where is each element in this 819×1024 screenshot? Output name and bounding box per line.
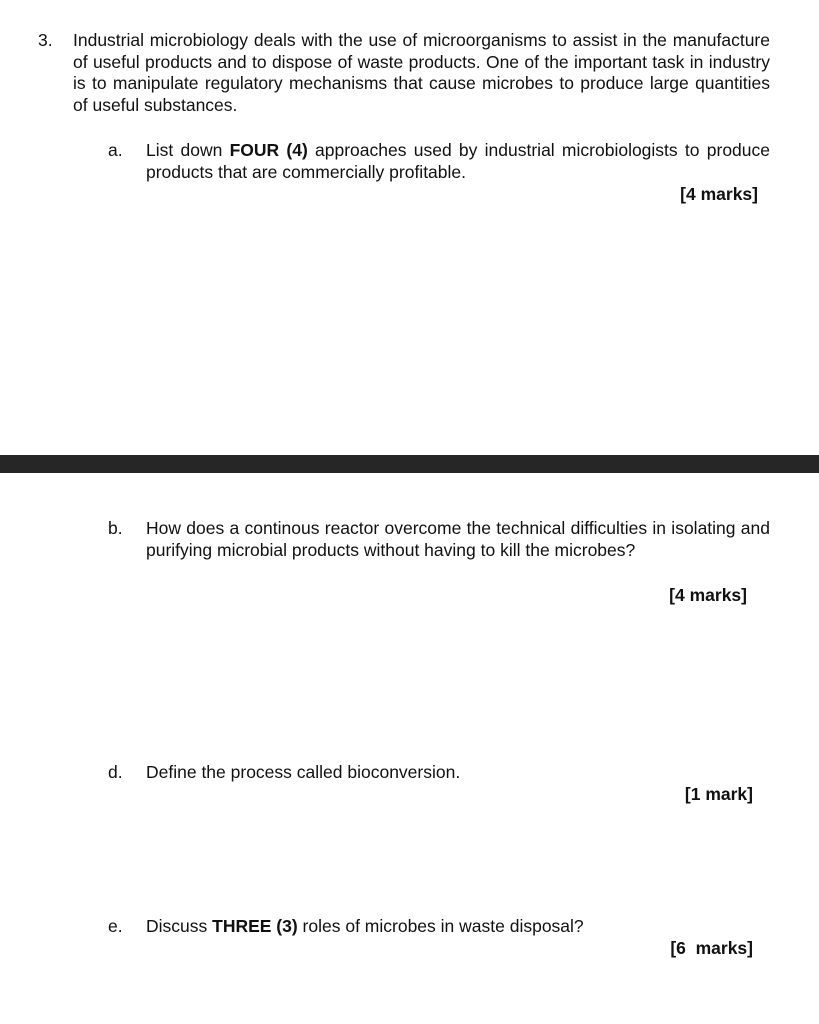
part-e-marks: [6 marks] (670, 938, 753, 958)
question-number: 3. (38, 30, 53, 50)
part-a-bold: FOUR (4) (229, 140, 308, 160)
section-divider (0, 455, 819, 473)
part-d-marks: [1 mark] (684, 784, 753, 804)
part-e-bold: THREE (3) (212, 916, 298, 936)
part-a-letter: a. (108, 140, 123, 160)
part-b-marks: [4 marks] (669, 585, 747, 605)
part-b-text: How does a continous reactor overcome the technical difficulties in isolating and purifying microbial products without having to kill the microbes? (146, 518, 770, 560)
part-a-text-before: List down (146, 140, 230, 160)
part-e-text-after: roles of microbes in waste disposal? (297, 916, 584, 936)
part-b-letter: b. (108, 518, 123, 538)
part-d-letter: d. (108, 762, 123, 782)
part-a-marks: [4 marks] (680, 184, 758, 204)
part-a-text-after: approaches used by industrial microbiologists to produce products that are commercially profitable. (146, 140, 770, 182)
question-intro: Industrial microbiology deals with the use of microorganisms to assist in the manufacture of useful products and to dispose of waste products. One of the important task in industry is to manipulate regulatory mechanisms that cause microbes to produce large quantities of useful substances. (73, 30, 770, 115)
part-e-letter: e. (108, 916, 123, 936)
part-d-text: Define the process called bioconversion. (146, 762, 461, 782)
part-e-text-before: Discuss (146, 916, 213, 936)
part-e-text (146, 916, 770, 938)
part-a-text (146, 140, 770, 183)
